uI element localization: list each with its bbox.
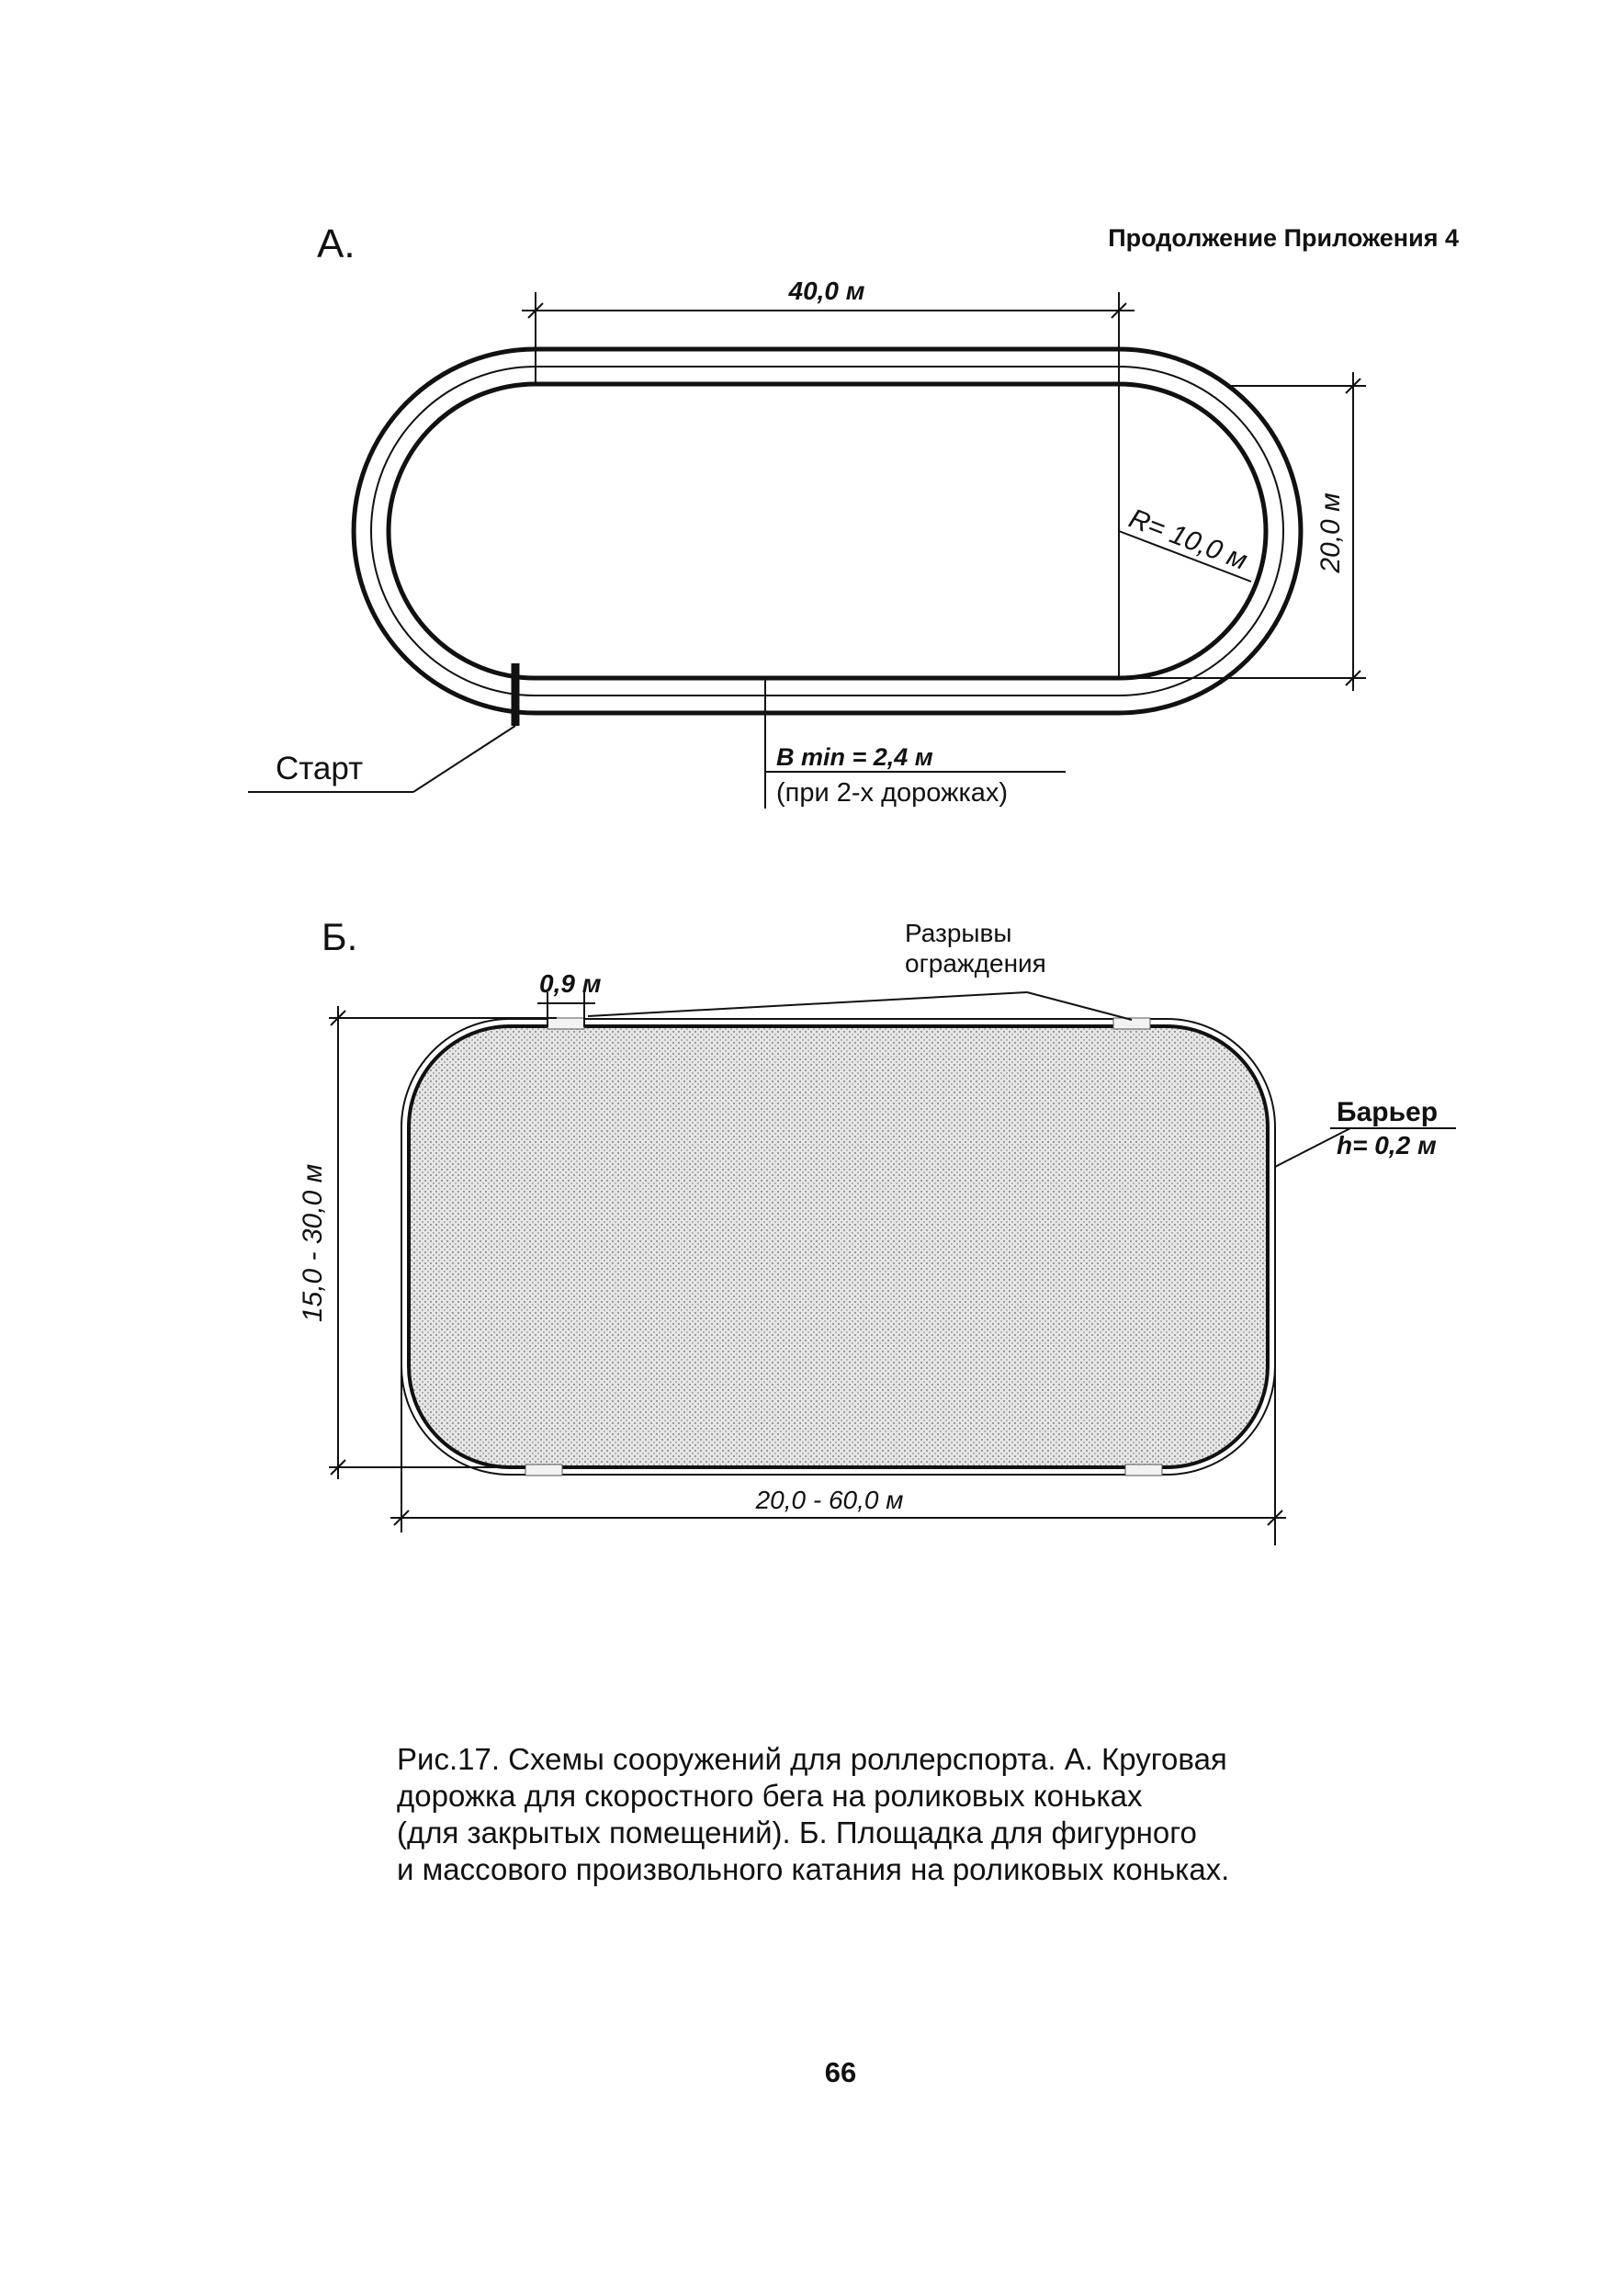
figure-caption bbox=[397, 1741, 1426, 1888]
figure-a bbox=[248, 221, 1366, 809]
lanes-note: (при 2-х дорожках) bbox=[776, 778, 1009, 808]
page-number: 66 bbox=[824, 2056, 857, 2088]
caption-line-1: Рис.17. Схемы сооружений для роллерспорта. А. Круговая bbox=[397, 1742, 1227, 1776]
caption-line-3: (для закрытых помещений). Б. Площадка для фигурного bbox=[397, 1815, 1197, 1849]
continuation-header: Продолжение Приложения 4 bbox=[1108, 224, 1459, 252]
barrier-gap-top-left bbox=[548, 1018, 584, 1029]
gaps-leader-line bbox=[588, 992, 1027, 1016]
barrier-height-label: h= 0,2 м bbox=[1337, 1131, 1437, 1159]
barrier-gap-bottom-right bbox=[1125, 1465, 1162, 1476]
gaps-leader-line-right bbox=[1027, 992, 1132, 1020]
start-label: Старт bbox=[276, 751, 364, 786]
width-min-label: B min = 2,4 м bbox=[776, 743, 933, 771]
start-leader-line bbox=[413, 726, 515, 792]
rink-surface bbox=[409, 1026, 1268, 1467]
figure-a-label: А. bbox=[317, 221, 356, 266]
caption-line-4: и массового произвольного катания на роликовых коньках. bbox=[397, 1852, 1230, 1886]
barrier-label: Барьер bbox=[1337, 1097, 1439, 1127]
caption-line-2: дорожка для скоростного бега на роликовых коньках bbox=[397, 1779, 1143, 1813]
width-dimension-a-label: 20,0 м bbox=[1315, 492, 1346, 573]
barrier-gap-bottom-left bbox=[525, 1465, 562, 1476]
height-dimension-b-label: 15,0 - 30,0 м bbox=[298, 1163, 328, 1323]
length-dimension-b-label: 20,0 - 60,0 м bbox=[755, 1486, 904, 1514]
length-dimension-a bbox=[522, 292, 1135, 386]
gaps-label-line2: ограждения bbox=[905, 949, 1046, 978]
figure-b-label: Б. bbox=[322, 915, 358, 958]
length-dimension-a-label: 40,0 м bbox=[788, 277, 865, 305]
gaps-label-line1: Разрывы bbox=[905, 919, 1012, 947]
radius-label: R= 10,0 м bbox=[1124, 503, 1252, 576]
figure-b bbox=[298, 915, 1456, 1545]
gap-dimension-label: 0,9 м bbox=[539, 969, 602, 998]
